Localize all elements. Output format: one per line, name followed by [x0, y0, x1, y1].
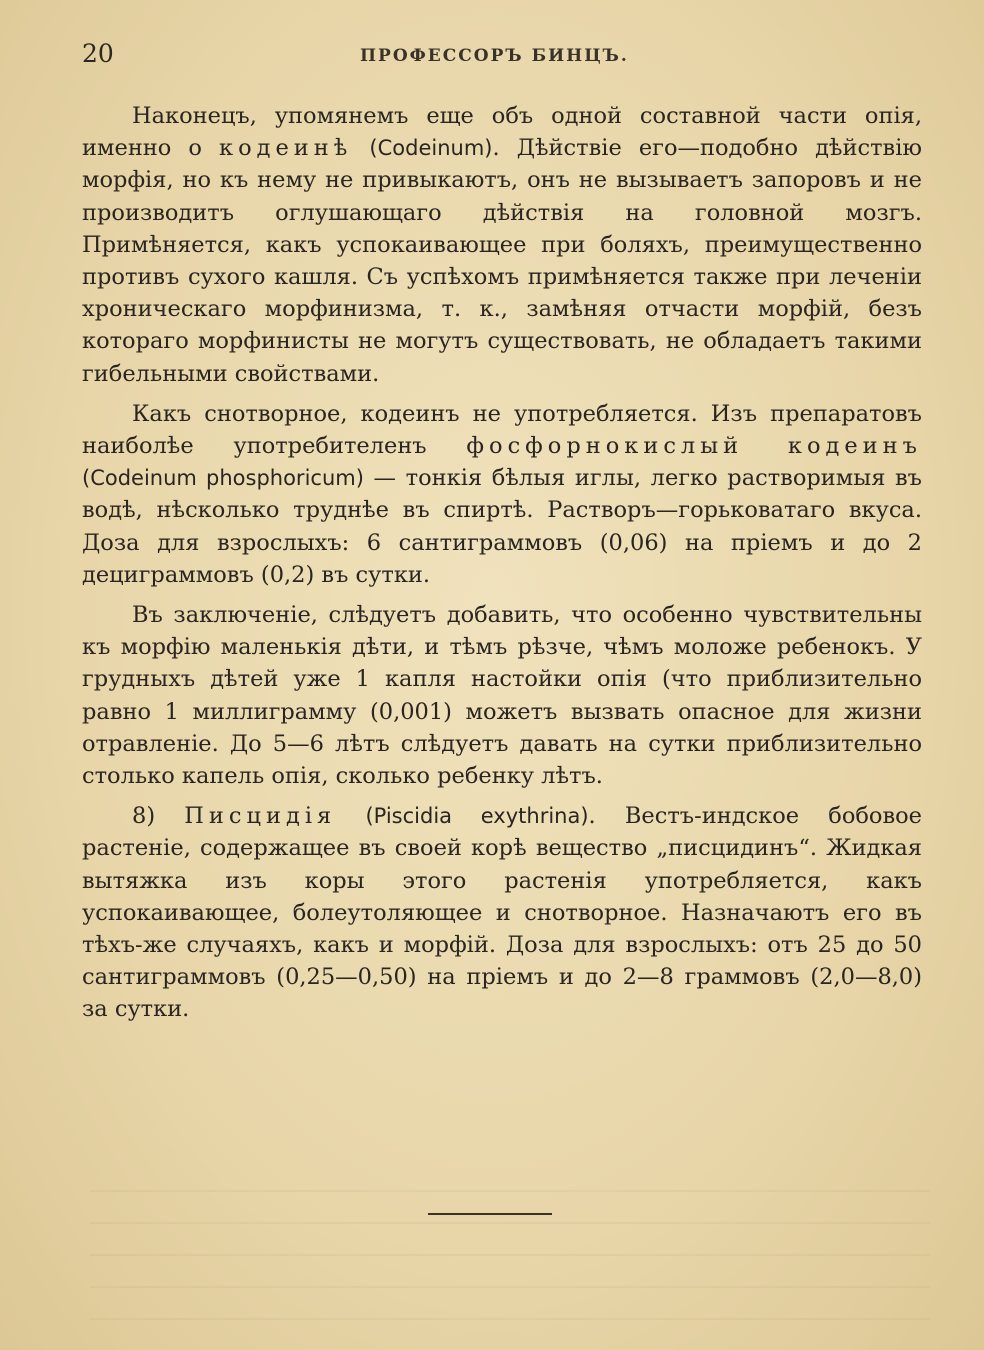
- emphasized-term: кодеинѣ: [219, 135, 353, 162]
- paragraph-text: — тонкія бѣлыя иглы, легко растворимыя въ водѣ, нѣсколько труднѣе въ спиртѣ. Растворъ—горьковатаго вкуса. Доза для взрослыхъ: 6 сантиграммовъ (0,06) на пріемъ и до 2 дециграммовъ (0,2) въ сутки.: [82, 465, 922, 588]
- paragraph-codeine-phosphate: [82, 398, 922, 591]
- paragraph-piscidia: [82, 800, 922, 1025]
- paragraph-text: Въ заключеніе, слѣдуетъ добавить, что особенно чувствительны къ морфію маленькія дѣти, и тѣмъ рѣзче, чѣмъ моложе ребенокъ. У грудныхъ дѣтей уже 1 капля настойки опія (что приблизительно равно 1 миллиграмму (0,001) можетъ вызвать опасное для жизни отравленіе. До 5—6 лѣтъ слѣдуетъ давать на сутки приблизительно столько капель опія, сколько ребенку лѣтъ.: [82, 602, 922, 790]
- page-header: [82, 36, 922, 72]
- emphasized-term: фосфорнокислый кодеинъ: [466, 433, 922, 460]
- section-end-rule: [428, 1213, 552, 1215]
- running-head: ПРОФЕССОРЪ БИНЦЪ.: [360, 46, 629, 66]
- paragraph-codeine: [82, 100, 922, 390]
- latin-term: (Codeinum phosphoricum): [82, 466, 364, 491]
- bleed-through-texture: [90, 1170, 930, 1330]
- page-number: 20: [82, 39, 114, 68]
- paragraph-text: . Вестъ-индское бобовое растеніе, содержащее въ своей корѣ вещество „писцидинъ“. Жидкая вытяжка изъ коры этого растенія употребляется, какъ успокаивающее, болеутоляющее и снотворное. Назначаютъ его въ тѣхъ-же случаяхъ, какъ и морфій. Доза для взрослыхъ: отъ 25 до 50 сантиграммовъ (0,25—0,50) на пріемъ и до 2—8 граммовъ (2,0—8,0) за сутки.: [82, 803, 922, 1023]
- paragraph-text: Наконецъ, упомянемъ еще объ одной составной части опія, именно о: [82, 103, 922, 162]
- latin-term: (Codeinum): [369, 136, 493, 161]
- page-body: [82, 100, 922, 1034]
- paragraph-text: Какъ снотворное, кодеинъ не употребляется. Изъ препаратовъ наиболѣе употребителенъ: [82, 400, 922, 460]
- latin-term: (Piscidia exythrina): [365, 804, 589, 829]
- section-number: 8): [132, 803, 185, 830]
- paragraph-text: . Дѣйствіе его—подобно дѣйствію морфія, но къ нему не привыкаютъ, онъ не вызываетъ запоровъ и не производитъ оглушающаго дѣйствія на головной мозгъ. Примѣняется, какъ успокаивающее при боляхъ, преимущественно противъ сухого кашля. Съ успѣхомъ примѣняется также при леченіи хроническаго морфинизма, т. к., замѣняя отчасти морфій, безъ котораго морфинисты не могутъ существовать, не обладаетъ такими гибельными свойствами.: [82, 135, 922, 387]
- emphasized-term: Писцидія: [184, 803, 337, 830]
- paragraph-children: [82, 599, 922, 792]
